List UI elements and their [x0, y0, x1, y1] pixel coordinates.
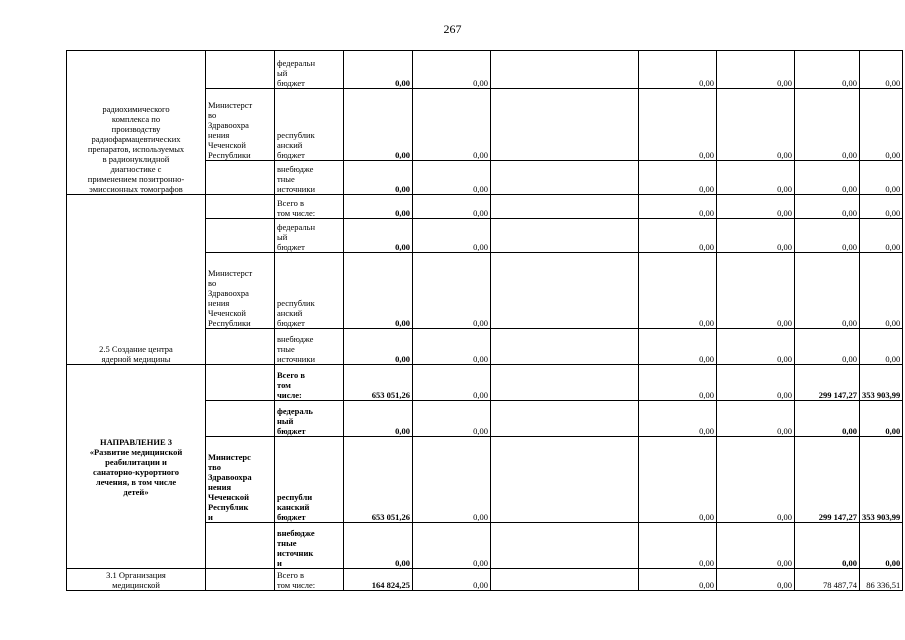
value-cell: 0,00 [639, 329, 717, 365]
value-cell: 0,00 [413, 89, 491, 161]
executor-cell: Министерс тво Здравоохра нения Чеченской Республик и [206, 437, 275, 523]
funding-source-cell: федеральн ый бюджет [275, 51, 344, 89]
executor-cell [206, 569, 275, 591]
value-cell: 0,00 [860, 195, 903, 219]
value-cell: 86 336,51 [860, 569, 903, 591]
value-cell: 0,00 [717, 253, 795, 329]
value-cell: 0,00 [717, 89, 795, 161]
value-cell: 78 487,74 [795, 569, 860, 591]
activity-name-cell: НАПРАВЛЕНИЕ 3 «Развитие медицинской реабилитации и санаторно-курортного лечения, в том числе детей» [67, 365, 206, 569]
value-cell: 653 051,26 [344, 365, 413, 401]
value-cell: 0,00 [795, 523, 860, 569]
funding-source-cell: Всего в том числе: [275, 569, 344, 591]
funding-source-cell: внебюдже тные источники [275, 329, 344, 365]
value-cell: 0,00 [795, 51, 860, 89]
executor-cell: Министерст во Здравоохра нения Чеченской Республики [206, 89, 275, 161]
value-cell: 0,00 [344, 89, 413, 161]
value-cell: 0,00 [717, 219, 795, 253]
value-cell: 0,00 [795, 89, 860, 161]
value-cell: 0,00 [717, 365, 795, 401]
value-cell [491, 51, 639, 89]
value-cell: 164 824,25 [344, 569, 413, 591]
value-cell: 0,00 [717, 329, 795, 365]
value-cell: 0,00 [413, 161, 491, 195]
value-cell: 0,00 [639, 365, 717, 401]
value-cell: 0,00 [344, 51, 413, 89]
value-cell [491, 195, 639, 219]
value-cell: 299 147,27 [795, 437, 860, 523]
activity-name-cell: 2.5 Создание центра ядерной медицины [67, 195, 206, 365]
value-cell [491, 329, 639, 365]
value-cell [491, 89, 639, 161]
value-cell: 0,00 [344, 161, 413, 195]
executor-cell [206, 51, 275, 89]
value-cell [491, 401, 639, 437]
table-row [67, 365, 903, 401]
funding-source-cell: республик анский бюджет [275, 89, 344, 161]
value-cell: 0,00 [860, 401, 903, 437]
value-cell: 299 147,27 [795, 365, 860, 401]
value-cell: 0,00 [639, 51, 717, 89]
value-cell: 0,00 [639, 219, 717, 253]
funding-source-cell: федеральн ый бюджет [275, 219, 344, 253]
funding-source-cell: федераль ный бюджет [275, 401, 344, 437]
value-cell: 0,00 [860, 329, 903, 365]
executor-cell [206, 329, 275, 365]
value-cell: 0,00 [639, 401, 717, 437]
value-cell: 0,00 [413, 437, 491, 523]
funding-source-cell: республи канский бюджет [275, 437, 344, 523]
funding-source-cell: внебюдже тные источник и [275, 523, 344, 569]
funding-source-cell: Всего в том числе: [275, 365, 344, 401]
value-cell: 0,00 [717, 523, 795, 569]
value-cell: 0,00 [860, 523, 903, 569]
value-cell: 0,00 [344, 523, 413, 569]
funding-source-cell: внебюдже тные источники [275, 161, 344, 195]
value-cell: 0,00 [860, 161, 903, 195]
value-cell [491, 219, 639, 253]
table-row [67, 569, 903, 591]
executor-cell: Министерст во Здравоохра нения Чеченской Республики [206, 253, 275, 329]
value-cell: 653 051,26 [344, 437, 413, 523]
value-cell: 0,00 [795, 219, 860, 253]
budget-table [66, 50, 903, 591]
executor-cell [206, 219, 275, 253]
value-cell: 0,00 [344, 219, 413, 253]
activity-name-cell: радиохимического комплекса по производству радиофармацевтических препаратов, используемых в радионуклидной диагностике с применением позитронно- эмиссионных томографов [67, 51, 206, 195]
executor-cell [206, 195, 275, 219]
value-cell: 0,00 [413, 195, 491, 219]
value-cell: 0,00 [717, 161, 795, 195]
value-cell: 0,00 [860, 89, 903, 161]
value-cell: 0,00 [795, 253, 860, 329]
value-cell: 0,00 [413, 401, 491, 437]
value-cell: 0,00 [795, 329, 860, 365]
value-cell: 353 903,99 [860, 437, 903, 523]
value-cell: 0,00 [413, 365, 491, 401]
value-cell [491, 253, 639, 329]
value-cell: 0,00 [639, 253, 717, 329]
value-cell: 0,00 [717, 401, 795, 437]
executor-cell [206, 365, 275, 401]
value-cell: 0,00 [413, 523, 491, 569]
value-cell: 0,00 [344, 195, 413, 219]
value-cell: 0,00 [639, 437, 717, 523]
value-cell [491, 569, 639, 591]
value-cell: 0,00 [717, 569, 795, 591]
page-number: 267 [443, 22, 462, 36]
value-cell: 0,00 [795, 161, 860, 195]
value-cell: 0,00 [413, 51, 491, 89]
value-cell: 0,00 [860, 51, 903, 89]
value-cell [491, 365, 639, 401]
value-cell [491, 437, 639, 523]
value-cell: 0,00 [860, 219, 903, 253]
activity-name-cell: 3.1 Организация медицинской [67, 569, 206, 591]
table-row [67, 51, 903, 89]
value-cell: 0,00 [344, 401, 413, 437]
value-cell: 0,00 [344, 329, 413, 365]
value-cell: 0,00 [639, 569, 717, 591]
value-cell: 0,00 [795, 195, 860, 219]
value-cell: 0,00 [413, 253, 491, 329]
value-cell: 0,00 [795, 401, 860, 437]
value-cell: 0,00 [413, 329, 491, 365]
value-cell: 0,00 [413, 569, 491, 591]
value-cell: 0,00 [344, 253, 413, 329]
value-cell: 0,00 [717, 51, 795, 89]
value-cell: 0,00 [639, 89, 717, 161]
value-cell: 0,00 [639, 195, 717, 219]
executor-cell [206, 161, 275, 195]
value-cell [491, 161, 639, 195]
executor-cell [206, 523, 275, 569]
executor-cell [206, 401, 275, 437]
value-cell: 0,00 [639, 161, 717, 195]
funding-source-cell: Всего в том числе: [275, 195, 344, 219]
value-cell [491, 523, 639, 569]
funding-source-cell: республик анский бюджет [275, 253, 344, 329]
value-cell: 0,00 [717, 437, 795, 523]
value-cell: 0,00 [860, 253, 903, 329]
value-cell: 353 903,99 [860, 365, 903, 401]
value-cell: 0,00 [639, 523, 717, 569]
table-row [67, 195, 903, 219]
value-cell: 0,00 [413, 219, 491, 253]
value-cell: 0,00 [717, 195, 795, 219]
